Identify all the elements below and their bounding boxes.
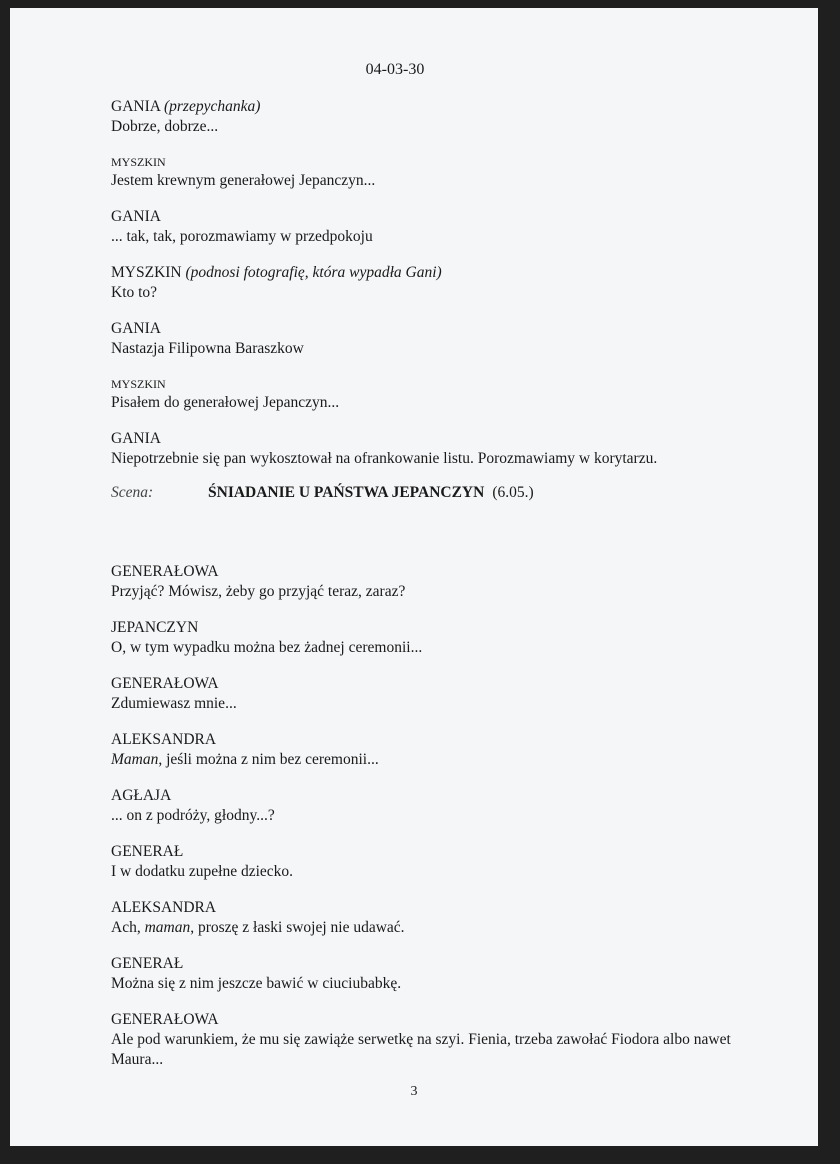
speaker-name: GANIA bbox=[111, 430, 161, 447]
scene-date: (6.05.) bbox=[492, 484, 534, 501]
line-rest: , jeśli można z nim bez ceremonii... bbox=[158, 751, 379, 768]
dialogue-line: Nastazja Filipowna Baraszkow bbox=[111, 340, 304, 357]
speaker-name: GANIA bbox=[111, 98, 161, 115]
page-date: 04-03-30 bbox=[365, 61, 425, 78]
speaker-name: GENERAŁ bbox=[111, 843, 184, 860]
dialogue-line bbox=[111, 750, 751, 770]
dialogue-block bbox=[111, 954, 751, 994]
dialogue-line: Przyjąć? Mówisz, żeby go przyjąć teraz, zaraz? bbox=[111, 583, 406, 600]
dialogue-line: ... tak, tak, porozmawiamy w przedpokoju bbox=[111, 228, 373, 245]
dialogue-block bbox=[111, 674, 751, 714]
dialogue-block bbox=[111, 898, 751, 938]
speaker-name: GENERAŁOWA bbox=[111, 1011, 219, 1028]
page-number: 3 bbox=[410, 1084, 418, 1099]
dialogue-line: Można się z nim jeszcze bawić w ciuciubabkę. bbox=[111, 975, 402, 992]
dialogue-line: Jestem krewnym generałowej Jepanczyn... bbox=[111, 172, 376, 189]
speaker-name: JEPANCZYN bbox=[111, 619, 199, 636]
speaker-name: GENERAŁ bbox=[111, 955, 184, 972]
scene-title: ŚNIADANIE U PAŃSTWA JEPANCZYN bbox=[208, 484, 485, 501]
script-page bbox=[10, 8, 818, 1146]
speaker-name: GANIA bbox=[111, 208, 161, 225]
dialogue-block bbox=[111, 562, 751, 602]
speaker-name: ALEKSANDRA bbox=[111, 899, 217, 916]
stage-direction: (przepychanka) bbox=[163, 98, 261, 115]
speaker-name: GANIA bbox=[111, 320, 161, 337]
dialogue-block bbox=[111, 375, 751, 413]
emphasis-text: maman bbox=[144, 919, 191, 936]
dialogue-block bbox=[111, 730, 751, 770]
dialogue-line: Ale pod warunkiem, że mu się zawiąże serwetkę na szyi. Fienia, trzeba zawołać Fiodora albo nawet Maura... bbox=[111, 1031, 731, 1068]
dialogue-line: Dobrze, dobrze... bbox=[111, 118, 219, 135]
script-content bbox=[111, 97, 751, 1086]
dialogue-block bbox=[111, 153, 751, 191]
stage-direction: (podnosi fotografię, która wypadła Gani) bbox=[185, 264, 442, 281]
scene-heading bbox=[111, 483, 751, 503]
speaker-name: AGŁAJA bbox=[111, 787, 172, 804]
dialogue-line: I w dodatku zupełne dziecko. bbox=[111, 863, 294, 880]
dialogue-block bbox=[111, 319, 751, 359]
line-pre: Ach, bbox=[111, 919, 145, 936]
dialogue-line bbox=[111, 918, 751, 938]
speaker-name: MYSZKIN bbox=[111, 377, 166, 391]
dialogue-block bbox=[111, 207, 751, 247]
dialogue-block bbox=[111, 842, 751, 882]
dialogue-block bbox=[111, 618, 751, 658]
dialogue-line: Zdumiewasz mnie... bbox=[111, 695, 237, 712]
dialogue-line: ... on z podróży, głodny...? bbox=[111, 807, 275, 824]
dialogue-block bbox=[111, 97, 751, 137]
dialogue-line: Niepotrzebnie się pan wykosztował na ofrankowanie listu. Porozmawiamy w korytarzu. bbox=[111, 450, 658, 467]
dialogue-block bbox=[111, 786, 751, 826]
scene-label: Scena: bbox=[111, 484, 154, 501]
dialogue-line: O, w tym wypadku można bez żadnej ceremonii... bbox=[111, 639, 423, 656]
dialogue-line: Pisałem do generałowej Jepanczyn... bbox=[111, 394, 340, 411]
dialogue-line: Kto to? bbox=[111, 284, 158, 301]
speaker-name: MYSZKIN bbox=[111, 264, 182, 281]
speaker-name: GENERAŁOWA bbox=[111, 563, 219, 580]
speaker-name: ALEKSANDRA bbox=[111, 731, 217, 748]
dialogue-block bbox=[111, 429, 751, 469]
speaker-name: GENERAŁOWA bbox=[111, 675, 219, 692]
speaker-name: MYSZKIN bbox=[111, 155, 166, 169]
line-rest: , proszę z łaski swojej nie udawać. bbox=[190, 919, 405, 936]
dialogue-block bbox=[111, 1010, 751, 1070]
dialogue-block bbox=[111, 263, 751, 303]
emphasis-text: Maman bbox=[111, 751, 159, 768]
